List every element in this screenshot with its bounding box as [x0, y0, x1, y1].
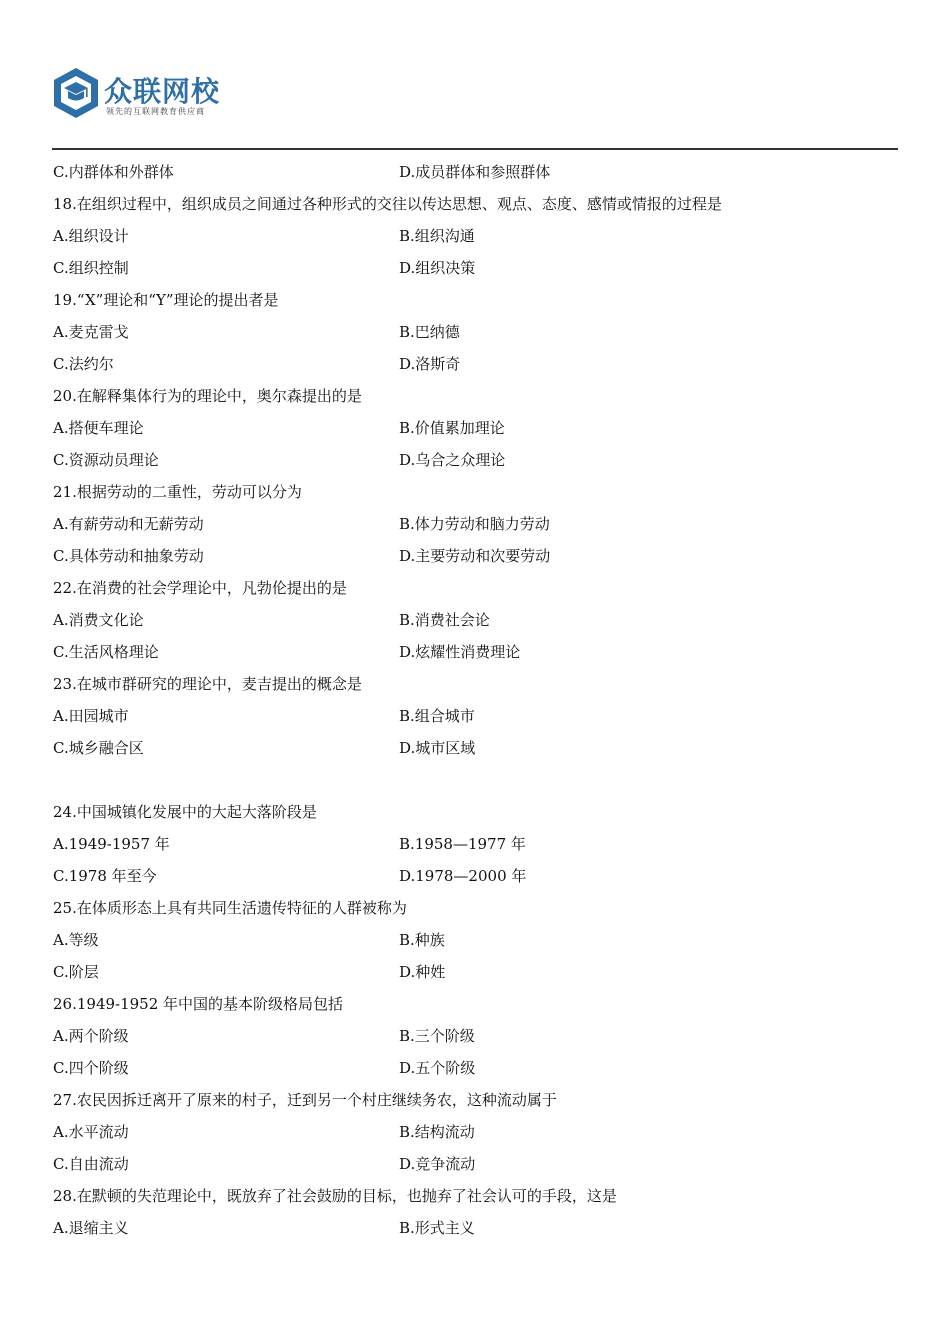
question-row	[53, 380, 898, 412]
options-row	[53, 1212, 898, 1244]
option-left: C.法约尔	[53, 355, 114, 373]
question-row	[53, 572, 898, 604]
options-row	[53, 252, 898, 284]
option-right: B.结构流动	[399, 1123, 475, 1141]
options-row	[53, 316, 898, 348]
option-left: A.等级	[53, 931, 99, 949]
graduation-cap-logo-icon	[52, 66, 100, 120]
option-right: B.价值累加理论	[399, 419, 505, 437]
question-text: 18.在组织过程中，组织成员之间通过各种形式的交往以传达思想、观点、态度、感情或情报的过程是	[53, 195, 722, 213]
option-right: D.洛斯奇	[399, 355, 461, 373]
question-text: 19.“X”理论和“Y”理论的提出者是	[53, 291, 279, 309]
options-row	[53, 924, 898, 956]
option-left: C.自由流动	[53, 1155, 129, 1173]
question-text: 20.在解释集体行为的理论中，奥尔森提出的是	[53, 387, 362, 405]
option-right: D.成员群体和参照群体	[399, 163, 551, 181]
question-row	[53, 668, 898, 700]
option-left: A.消费文化论	[53, 611, 144, 629]
question-text: 24.中国城镇化发展中的大起大落阶段是	[53, 803, 317, 821]
brand-name: 众联网校	[104, 75, 221, 108]
option-left: C.生活风格理论	[53, 643, 159, 661]
option-right: D.竞争流动	[399, 1155, 476, 1173]
question-text: 26.1949-1952 年中国的基本阶级格局包括	[53, 995, 344, 1013]
options-row	[53, 732, 898, 764]
question-text: 27.农民因拆迁离开了原来的村子，迁到另一个村庄继续务农，这种流动属于	[53, 1091, 557, 1109]
option-right: B.消费社会论	[399, 611, 490, 629]
option-right: B.三个阶级	[399, 1027, 475, 1045]
question-text: 21.根据劳动的二重性，劳动可以分为	[53, 483, 302, 501]
options-row	[53, 444, 898, 476]
option-left: C.四个阶级	[53, 1059, 129, 1077]
question-row	[53, 476, 898, 508]
option-left: C.城乡融合区	[53, 739, 144, 757]
option-left: A.田园城市	[53, 707, 129, 725]
option-right: D.种姓	[399, 963, 446, 981]
brand-slogan: 领先的互联网教育供应商	[106, 107, 205, 116]
option-right: D.城市区域	[399, 739, 476, 757]
option-left: A.搭便车理论	[53, 419, 144, 437]
option-left: C.阶层	[53, 963, 99, 981]
options-row	[53, 508, 898, 540]
question-row	[53, 988, 898, 1020]
option-left: A.退缩主义	[53, 1219, 129, 1237]
question-row	[53, 796, 898, 828]
option-right: B.组合城市	[399, 707, 475, 725]
option-right: D.主要劳动和次要劳动	[399, 547, 551, 565]
exam-questions	[53, 156, 898, 1244]
option-right: B.种族	[399, 931, 445, 949]
option-left: A.1949-1957 年	[53, 835, 170, 853]
option-left: A.组织设计	[53, 227, 129, 245]
question-text: 25.在体质形态上具有共同生活遗传特征的人群被称为	[53, 899, 407, 917]
option-right: B.1958—1977 年	[399, 835, 526, 853]
option-right: D.组织决策	[399, 259, 476, 277]
option-left: C.具体劳动和抽象劳动	[53, 547, 204, 565]
question-text: 22.在消费的社会学理论中，凡勃伦提出的是	[53, 579, 347, 597]
option-left: A.有薪劳动和无薪劳动	[53, 515, 204, 533]
question-row	[53, 892, 898, 924]
options-row	[53, 636, 898, 668]
options-row	[53, 1148, 898, 1180]
option-left: A.水平流动	[53, 1123, 129, 1141]
option-right: D.1978—2000 年	[399, 867, 527, 885]
option-right: D.五个阶级	[399, 1059, 476, 1077]
options-row	[53, 956, 898, 988]
option-right: B.巴纳德	[399, 323, 460, 341]
options-row	[53, 412, 898, 444]
options-row	[53, 604, 898, 636]
option-left: C.组织控制	[53, 259, 129, 277]
option-right: D.乌合之众理论	[399, 451, 506, 469]
option-left: C.内群体和外群体	[53, 163, 174, 181]
option-right: B.形式主义	[399, 1219, 475, 1237]
header-divider	[52, 148, 898, 150]
question-row	[53, 284, 898, 316]
option-right: D.炫耀性消费理论	[399, 643, 521, 661]
option-left: C.资源动员理论	[53, 451, 159, 469]
question-row	[53, 1180, 898, 1212]
question-text: 23.在城市群研究的理论中，麦吉提出的概念是	[53, 675, 362, 693]
option-left: A.麦克雷戈	[53, 323, 129, 341]
options-row	[53, 828, 898, 860]
question-row	[53, 1084, 898, 1116]
option-right: B.体力劳动和脑力劳动	[399, 515, 550, 533]
page-header	[52, 62, 898, 126]
options-row	[53, 220, 898, 252]
option-left: A.两个阶级	[53, 1027, 129, 1045]
options-row	[53, 348, 898, 380]
options-row	[53, 860, 898, 892]
options-row	[53, 1020, 898, 1052]
options-row	[53, 1116, 898, 1148]
question-row	[53, 188, 898, 220]
question-text: 28.在默顿的失范理论中，既放弃了社会鼓励的目标，也抛弃了社会认可的手段，这是	[53, 1187, 617, 1205]
option-right: B.组织沟通	[399, 227, 475, 245]
options-row	[53, 156, 898, 188]
option-left: C.1978 年至今	[53, 867, 157, 885]
options-row	[53, 540, 898, 572]
options-row	[53, 1052, 898, 1084]
options-row	[53, 700, 898, 732]
